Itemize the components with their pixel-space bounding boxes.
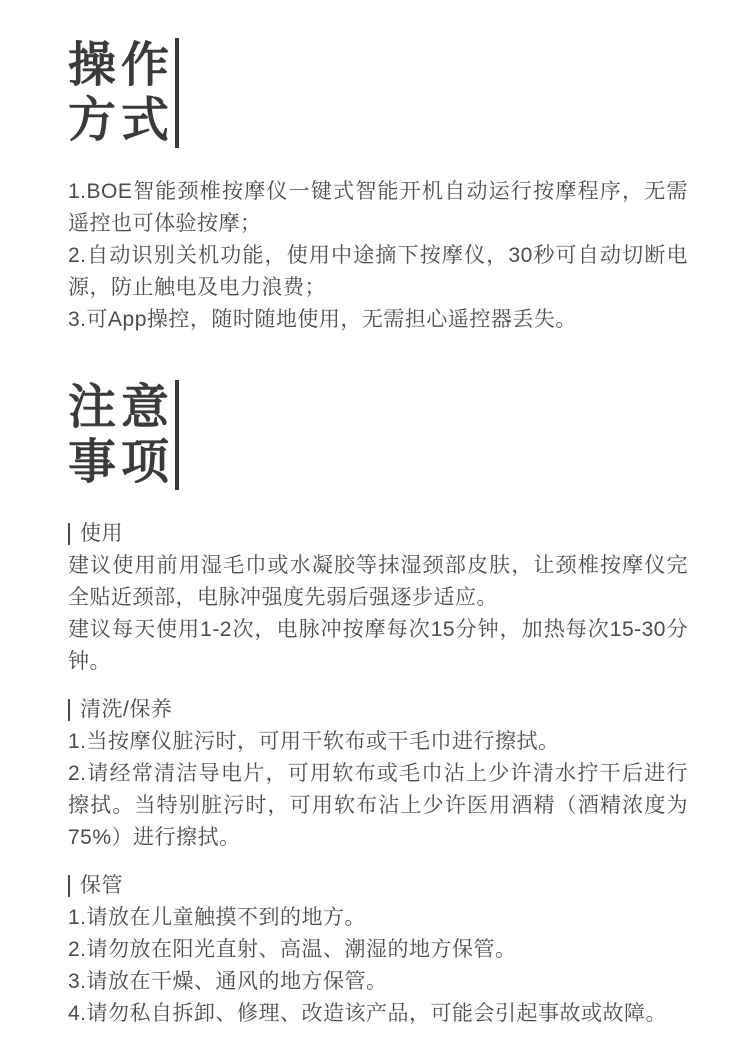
- subsection-body: [68, 902, 688, 1030]
- subsection-body: [68, 550, 688, 678]
- label-bar: [68, 875, 70, 897]
- operation-heading: [68, 38, 179, 148]
- paragraph: 4.请勿私自拆卸、修理、改造该产品，可能会引起事故或故障。: [68, 1002, 668, 1025]
- section-precautions: [68, 380, 688, 1030]
- operation-paragraphs: [68, 176, 688, 336]
- paragraph: 2.请经常清洁导电片，可用软布或毛巾沾上少许清水拧干后进行擦拭。当特别脏污时，可用软布沾上少许医用酒精（酒精浓度为75%）进行擦拭。: [68, 762, 688, 849]
- paragraph: 2.自动识别关机功能，使用中途摘下按摩仪，30秒可自动切断电源，防止触电及电力浪费；: [68, 244, 688, 299]
- subsection-cleaning: [68, 694, 688, 854]
- subsection-label: [68, 870, 688, 902]
- operation-heading-text: [68, 38, 174, 148]
- paragraph: 1.当按摩仪脏污时，可用干软布或干毛巾进行擦拭。: [68, 730, 560, 753]
- precautions-heading: [68, 380, 179, 490]
- subsection-usage: [68, 518, 688, 678]
- label-bar: [68, 699, 70, 721]
- section-operation: [68, 38, 688, 336]
- subsection-label-text: 使用: [80, 522, 123, 545]
- subsection-label: [68, 518, 688, 550]
- subsection-storage: [68, 870, 688, 1030]
- subsection-body: [68, 726, 688, 854]
- subsection-label: [68, 694, 688, 726]
- paragraph: 3.可App操控，随时随地使用，无需担心遥控器丢失。: [68, 308, 577, 331]
- paragraph: 建议使用前用湿毛巾或水凝胶等抹湿颈部皮肤，让颈椎按摩仪完全贴近颈部，电脉冲强度先弱后强逐步适应。: [68, 554, 688, 609]
- paragraph: 3.请放在干燥、通风的地方保管。: [68, 970, 388, 993]
- paragraph: 建议每天使用1-2次，电脉冲按摩每次15分钟，加热每次15-30分钟。: [68, 618, 688, 673]
- paragraph: 1.请放在儿童触摸不到的地方。: [68, 906, 367, 929]
- heading-line: 事项: [68, 436, 175, 489]
- heading-line: 注意: [68, 381, 175, 434]
- heading-line: 方式: [68, 94, 175, 147]
- heading-accent-bar: [175, 38, 179, 148]
- paragraph: 2.请勿放在阳光直射、高温、潮湿的地方保管。: [68, 938, 517, 961]
- heading-accent-bar: [175, 380, 179, 490]
- subsection-label-text: 保管: [80, 874, 123, 897]
- paragraph: 1.BOE智能颈椎按摩仪一键式智能开机自动运行按摩程序，无需遥控也可体验按摩；: [68, 180, 688, 235]
- heading-line: 操作: [68, 39, 175, 92]
- label-bar: [68, 523, 70, 545]
- subsection-label-text: 清洗/保养: [80, 698, 173, 721]
- precautions-heading-text: [68, 380, 174, 490]
